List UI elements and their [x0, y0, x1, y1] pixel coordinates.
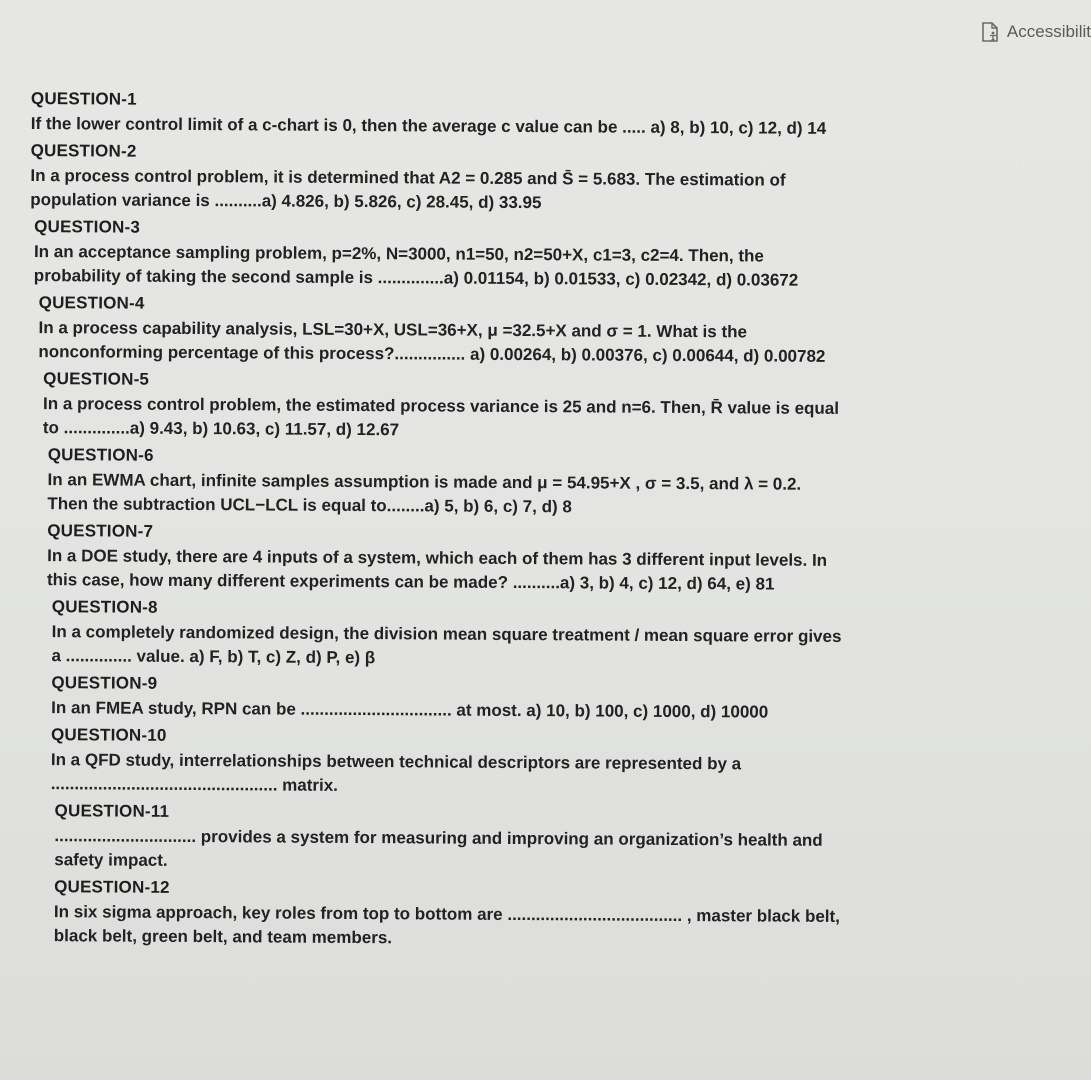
question-text-line: this case, how many different experiments can be made? ..........a) 3, b) 4, c) 12, d) 64, e) 81 [46, 570, 775, 594]
question-text-line: In a QFD study, interrelationships between technical descriptors are represented by a [50, 750, 742, 774]
question-text-line: In a process control problem, it is determined that A2 = 0.285 and S̄ = 5.683. The estimation of [30, 166, 786, 190]
question-text-line: In an acceptance sampling problem, p=2%, N=3000, n1=50, n2=50+X, c1=3, c2=4. Then, the [33, 242, 764, 266]
question-text-line: In an FMEA study, RPN can be ................................ at most. a) 10, b) 100, c) 1000, d) 10000 [51, 698, 769, 722]
question-10 [51, 722, 1024, 802]
question-8 [51, 594, 1024, 674]
question-text-line: In a DOE study, there are 4 inputs of a system, which each of them has 3 different input levels. In [47, 546, 828, 570]
question-12 [54, 874, 1023, 954]
question-3 [34, 214, 1027, 294]
question-title: QUESTION-2 [30, 141, 137, 161]
question-title: QUESTION-5 [43, 369, 150, 389]
question-title: QUESTION-10 [50, 725, 167, 745]
question-text-line: In six sigma approach, key roles from top to bottom are ..................................... , master black belt, [53, 902, 840, 926]
question-title: QUESTION-1 [30, 89, 137, 109]
question-text-line: probability of taking the second sample is ..............a) 0.01154, b) 0.01533, c) 0.02342, d) 0.03672 [33, 266, 799, 290]
question-text-line: Then the subtraction UCL−LCL is equal to........a) 5, b) 6, c) 7, d) 8 [47, 494, 572, 517]
question-text-line: to ..............a) 9.43, b) 10.63, c) 11.57, d) 12.67 [42, 418, 400, 440]
question-text-line: .............................. provides a system for measuring and improving an organization’s health and [54, 826, 823, 850]
question-text-line: nonconforming percentage of this process?............... a) 0.00264, b) 0.00376, c) 0.00644, d) 0.00782 [38, 342, 826, 366]
question-text-line: In a process control problem, the estimated process variance is 25 and n=6. Then, R̄ value is equal [43, 394, 840, 418]
question-text-line: In a process capability analysis, LSL=30+X, USL=36+X, μ =32.5+X and σ = 1. What is the [38, 318, 748, 342]
question-5 [43, 366, 1026, 446]
question-text-line: a .............. value. a) F, b) T, c) Z, d) P, e) β [51, 646, 376, 668]
question-text-line: population variance is ..........a) 4.826, b) 5.826, c) 28.45, d) 33.95 [30, 190, 542, 213]
question-11 [54, 798, 1023, 878]
question-text-line: If the lower control limit of a c-chart is 0, then the average c value can be ..... a) 8, b) 10, c) 12, d) 14 [30, 114, 827, 138]
question-text-line: ................................................ matrix. [50, 774, 338, 795]
question-9 [51, 670, 1024, 726]
question-title: QUESTION-6 [47, 445, 154, 465]
question-6 [47, 442, 1025, 522]
question-document [23, 86, 1028, 956]
question-2 [30, 138, 1027, 218]
question-text-line: In an EWMA chart, infinite samples assumption is made and μ = 54.95+X , σ = 3.5, and λ = 0.2. [47, 470, 802, 494]
question-text-line: In a completely randomized design, the division mean square treatment / mean square error gives [51, 622, 842, 646]
accessibility-label: Accessibilit [1006, 22, 1091, 41]
question-7 [47, 518, 1025, 598]
question-title: QUESTION-9 [51, 673, 158, 693]
question-text-line: safety impact. [54, 850, 168, 870]
question-4 [38, 290, 1026, 370]
question-1 [31, 86, 1028, 142]
accessibility-button[interactable] [979, 18, 1091, 46]
question-text-line: black belt, green belt, and team members. [53, 926, 393, 948]
question-title: QUESTION-12 [54, 877, 170, 897]
question-title: QUESTION-11 [54, 801, 170, 821]
question-title: QUESTION-3 [34, 217, 141, 237]
question-title: QUESTION-4 [38, 293, 145, 313]
question-title: QUESTION-7 [47, 521, 154, 541]
accessibility-document-icon [979, 21, 1001, 43]
question-title: QUESTION-8 [51, 597, 158, 617]
